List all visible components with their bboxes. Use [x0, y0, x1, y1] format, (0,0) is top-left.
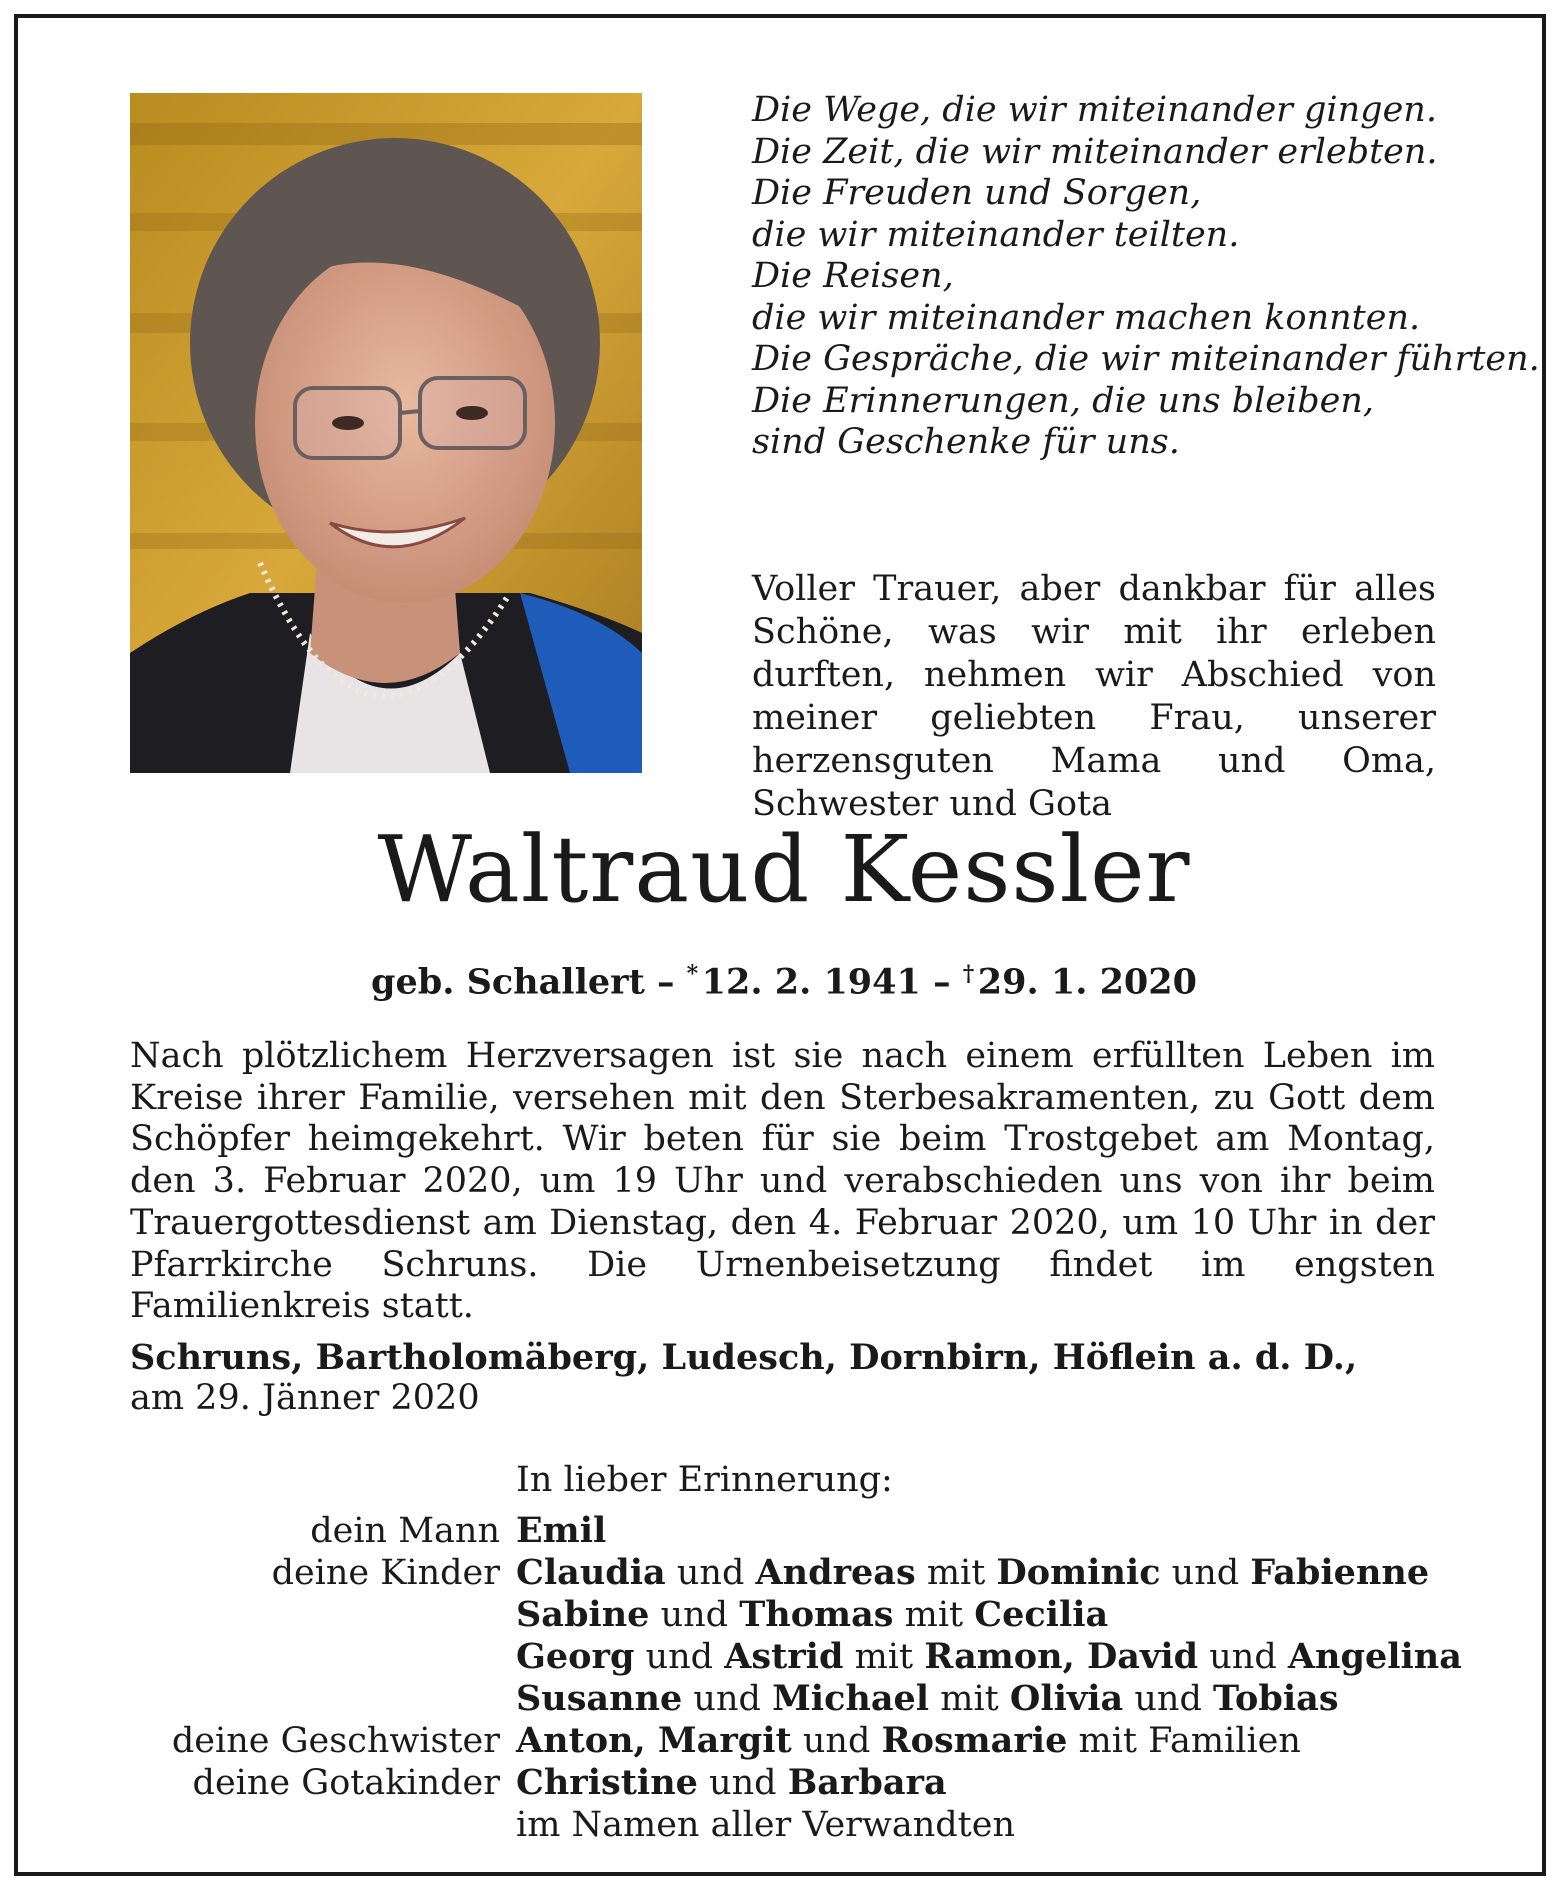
- conjunction: mit: [940, 1679, 999, 1719]
- sibling-name: Rosmarie: [881, 1720, 1068, 1761]
- poem-line: Die Gespräche, die wir miteinander führten.: [752, 339, 1540, 379]
- separator: –: [933, 961, 951, 1003]
- conjunction: mit: [904, 1595, 964, 1635]
- died-symbol: †: [962, 961, 975, 987]
- child-name: Sabine: [516, 1594, 650, 1635]
- poem-line: Die Wege, die wir miteinander gingen.: [752, 90, 1437, 130]
- partner-name: Astrid: [724, 1636, 844, 1677]
- deceased-name: Waltraud Kessler: [377, 816, 1191, 923]
- birth-date: 12. 2. 1941: [701, 961, 921, 1003]
- death-date: 29. 1. 2020: [977, 961, 1197, 1003]
- relation-label: deine Geschwister: [171, 1721, 500, 1761]
- conjunction: mit: [926, 1553, 986, 1593]
- poem: [752, 90, 1540, 464]
- godchildren-line: [516, 1762, 947, 1804]
- portrait-photo: [130, 93, 642, 773]
- poem-line: Die Erinnerungen, die uns bleiben,: [752, 380, 1374, 421]
- child-name: Claudia: [516, 1552, 666, 1593]
- conjunction: und: [693, 1679, 761, 1719]
- grandchild-name: Cecilia: [974, 1594, 1109, 1635]
- poem-line: Die Reisen,: [752, 256, 954, 296]
- godchild-name: Barbara: [787, 1762, 947, 1803]
- family-row: [0, 1804, 1568, 1846]
- conjunction: und: [1209, 1637, 1277, 1677]
- grandchild-name: Olivia: [1009, 1678, 1124, 1719]
- conjunction: und: [802, 1721, 871, 1761]
- separator: –: [656, 961, 675, 1003]
- poem-line: Die Zeit, die wir miteinander erlebten.: [752, 131, 1438, 172]
- child-line: [516, 1594, 1108, 1636]
- conjunction: und: [676, 1553, 745, 1593]
- godchild-name: Christine: [516, 1762, 698, 1803]
- grandchild-name: Ramon, David: [924, 1636, 1199, 1677]
- child-line: [516, 1678, 1339, 1720]
- family-row: [0, 1720, 1568, 1762]
- conjunction: und: [645, 1637, 714, 1677]
- sibling-names: Anton, Margit: [516, 1720, 792, 1761]
- family-row: [0, 1762, 1568, 1804]
- child-name: Georg: [516, 1636, 635, 1677]
- partner-name: Andreas: [755, 1552, 916, 1593]
- conjunction: und: [1171, 1553, 1240, 1593]
- born-symbol: *: [686, 961, 699, 987]
- poem-line: Die Freuden und Sorgen,: [752, 173, 1202, 213]
- conjunction: mit: [854, 1637, 914, 1677]
- siblings-line: [516, 1720, 1301, 1762]
- family-row: [0, 1678, 1568, 1720]
- family-row: [0, 1510, 1568, 1552]
- intro-paragraph: Voller Trauer, aber dankbar für alles Schöne, was wir mit ihr erleben durften, nehmen wir Abschied von meiner geliebten Frau, unserer herzensguten Mama und Oma, Schwester und Gota: [752, 569, 1436, 824]
- birth-death-line: [0, 952, 1568, 1005]
- husband-name: Emil: [516, 1510, 607, 1551]
- relation-label: dein Mann: [310, 1511, 500, 1551]
- child-name: Susanne: [516, 1678, 683, 1719]
- grandchild-name: Fabienne: [1250, 1552, 1430, 1593]
- family-row: [0, 1594, 1568, 1636]
- conjunction: und: [709, 1763, 777, 1803]
- family-list: [0, 1510, 1568, 1846]
- conjunction: und: [660, 1595, 729, 1635]
- poem-line: die wir miteinander teilten.: [752, 214, 1240, 255]
- relation-label: deine Kinder: [271, 1553, 500, 1593]
- partner-name: Michael: [772, 1678, 930, 1719]
- conjunction: und: [1134, 1679, 1202, 1719]
- announcement-text: Nach plötzlichem Herzversagen ist sie nach einem erfüllten Leben im Kreise ihrer Familie, versehen mit den Sterbesakramenten, zu Gott dem Schöpfer heimgekehrt. Wir beten für sie beim Trostgebet am Montag, den 3. Februar 2020, um 19 Uhr und verabschieden uns von ihr beim Trauergottesdienst am Dienstag, den 4. Februar 2020, um 10 Uhr in der Pfarrkirche Schruns. Die Urnenbeisetzung findet im engsten Familienkreis statt.: [130, 1036, 1435, 1327]
- grandchild-name: Angelina: [1287, 1636, 1462, 1677]
- places-line: Schruns, Bartholomäberg, Ludesch, Dornbirn, Höflein a. d. D.,: [130, 1337, 1358, 1378]
- grandchild-name: Dominic: [996, 1552, 1161, 1593]
- poem-line: die wir miteinander machen konnten.: [752, 297, 1421, 338]
- memory-title: In lieber Erinnerung:: [516, 1460, 893, 1500]
- partner-name: Thomas: [739, 1594, 894, 1635]
- child-line: [516, 1552, 1429, 1594]
- family-row: [0, 1552, 1568, 1594]
- child-line: [516, 1636, 1462, 1678]
- maiden-name: geb. Schallert: [371, 961, 645, 1003]
- siblings-suffix: mit Familien: [1078, 1721, 1301, 1761]
- closing-line: im Namen aller Verwandten: [516, 1805, 1015, 1845]
- relation-label: deine Gotakinder: [192, 1763, 500, 1803]
- grandchild-name: Tobias: [1213, 1678, 1339, 1719]
- poem-line: sind Geschenke für uns.: [752, 422, 1180, 462]
- family-row: [0, 1636, 1568, 1678]
- announcement-date: am 29. Jänner 2020: [130, 1378, 480, 1418]
